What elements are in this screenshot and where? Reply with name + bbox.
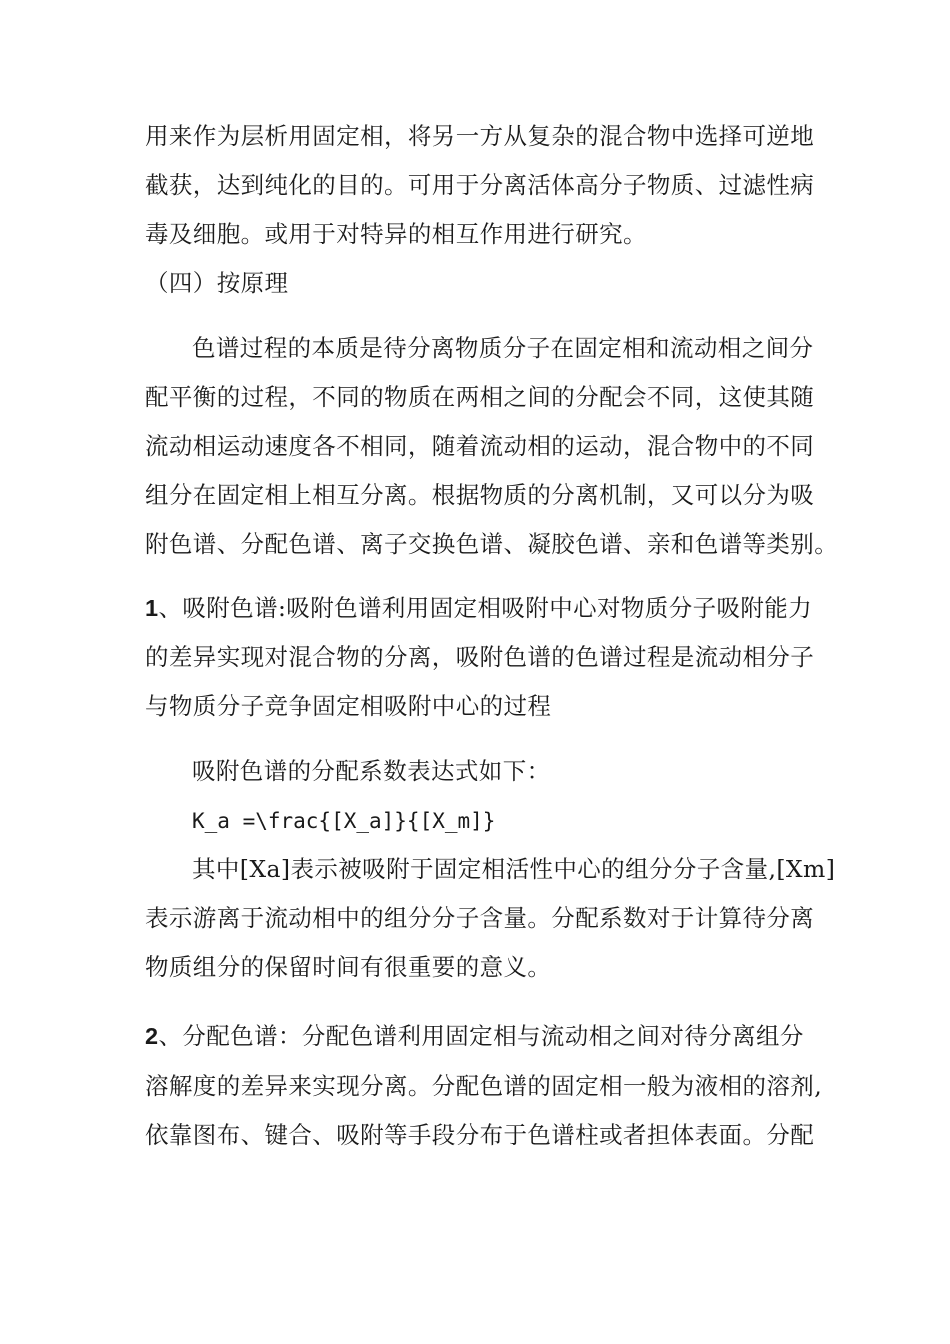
paragraph-line: 物质组分的保留时间有很重要的意义。 (145, 953, 552, 981)
formula-intro: 吸附色谱的分配系数表达式如下： (192, 757, 551, 785)
paragraph-line: 用来作为层析用固定相，将另一方从复杂的混合物中选择可逆地 (145, 122, 815, 150)
paragraph-line: 组分在固定相上相互分离。根据物质的分离机制，又可以分为吸 (145, 481, 815, 509)
formula: K_a =\frac{[X_a]}{[X_m]} (192, 809, 496, 833)
paragraph-line: 配平衡的过程，不同的物质在两相之间的分配会不同，这使其随 (145, 383, 815, 411)
paragraph-line: 流动相运动速度各不相同，随着流动相的运动，混合物中的不同 (145, 432, 815, 460)
paragraph-line: 与物质分子竞争固定相吸附中心的过程 (145, 692, 552, 720)
paragraph-line: 依靠图布、键合、吸附等手段分布于色谱柱或者担体表面。分配 (145, 1121, 815, 1149)
section-number: 2 (145, 1023, 159, 1049)
section-heading: （四）按原理 (145, 269, 289, 297)
paragraph-line: 附色谱、分配色谱、离子交换色谱、凝胶色谱、亲和色谱等类别。 (145, 530, 839, 558)
section-1-title-text: 、吸附色谱:吸附色谱利用固定相吸附中心对物质分子吸附能力 (158, 594, 813, 622)
paragraph-line: 的差异实现对混合物的分离，吸附色谱的色谱过程是流动相分子 (145, 643, 815, 671)
section-number: 1 (145, 595, 159, 621)
paragraph-line: 截获，达到纯化的目的。可用于分离活体高分子物质、过滤性病 (145, 171, 815, 199)
section-1-first-line (145, 593, 812, 623)
paragraph-line: 其中[Xa]表示被吸附于固定相活性中心的组分分子含量,[Xm] (192, 855, 836, 883)
section-2-first-line (145, 1021, 804, 1051)
paragraph-line: 毒及细胞。或用于对特异的相互作用进行研究。 (145, 220, 647, 248)
section-2-title-text: 、分配色谱：分配色谱利用固定相与流动相之间对待分离组分 (158, 1022, 804, 1050)
paragraph-line: 色谱过程的本质是待分离物质分子在固定相和流动相之间分 (192, 334, 814, 362)
paragraph-line: 溶解度的差异来实现分离。分配色谱的固定相一般为液相的溶剂, (145, 1072, 823, 1100)
paragraph-line: 表示游离于流动相中的组分分子含量。分配系数对于计算待分离 (145, 904, 815, 932)
